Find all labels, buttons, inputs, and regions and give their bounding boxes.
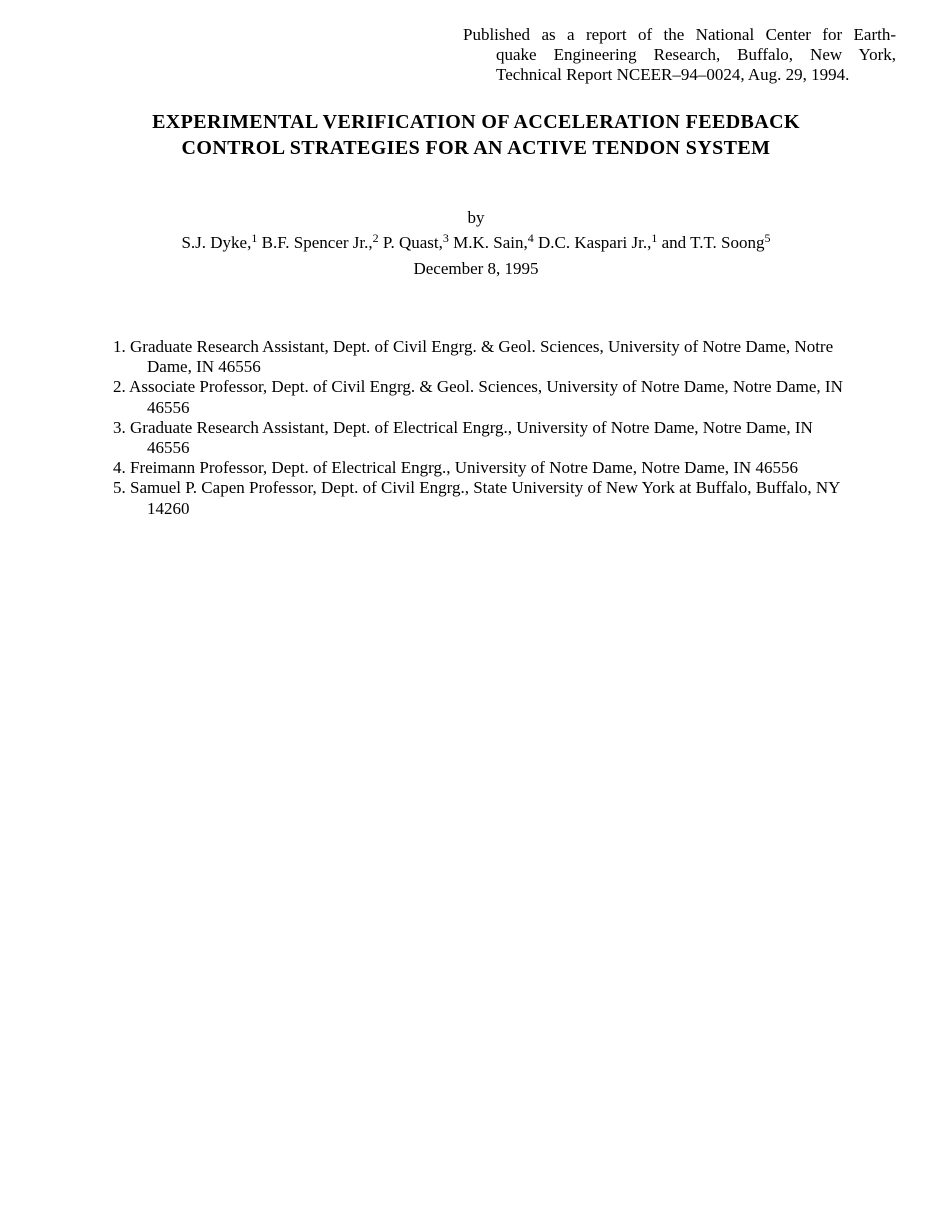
author-name: P. Quast, xyxy=(382,233,443,252)
publication-note xyxy=(463,25,896,85)
paper-date: December 8, 1995 xyxy=(413,259,539,278)
author-affiliation-marker: 1 xyxy=(251,231,258,245)
publication-note-line: quake Engineering Research, Buffalo, New York, xyxy=(496,45,896,64)
author-name: and T.T. Soong xyxy=(661,233,765,252)
author-list xyxy=(0,233,952,253)
author-affiliation-marker: 4 xyxy=(527,231,534,245)
publication-note-line: Technical Report NCEER–94–0024, Aug. 29, 1994. xyxy=(496,65,850,84)
affiliation-item: 3. Graduate Research Assistant, Dept. of Electrical Engrg., University of Notre Dame, Notre Dame, IN 46556 xyxy=(113,417,813,458)
affiliation-item: 5. Samuel P. Capen Professor, Dept. of Civil Engrg., State University of New York at Buffalo, Buffalo, NY 14260 xyxy=(113,478,840,518)
author-name: M.K. Sain, xyxy=(453,233,528,252)
author-affiliation-marker: 1 xyxy=(651,231,658,245)
author-affiliation-marker: 5 xyxy=(764,231,771,245)
paper-title-line: CONTROL STRATEGIES FOR AN ACTIVE TENDON SYSTEM xyxy=(181,137,771,159)
author-name: B.F. Spencer Jr., xyxy=(261,233,373,252)
affiliation-list xyxy=(113,337,843,519)
affiliation-item: 4. Freimann Professor, Dept. of Electrical Engrg., University of Notre Dame, Notre Dame, IN 46556 xyxy=(113,458,798,478)
affiliation-item: 1. Graduate Research Assistant, Dept. of Civil Engrg. & Geol. Sciences, University of Notre Dame, Notre Dame, IN 46556 xyxy=(113,337,834,377)
paper-title-line: EXPERIMENTAL VERIFICATION OF ACCELERATION FEEDBACK xyxy=(152,111,800,133)
paper-title xyxy=(0,109,952,161)
author-name: S.J. Dyke, xyxy=(181,233,252,252)
publication-note-line: Published as a report of the National Center for Earth- xyxy=(463,25,896,44)
affiliation-item: 2. Associate Professor, Dept. of Civil Engrg. & Geol. Sciences, University of Notre Dame, Notre Dame, IN 46556 xyxy=(113,377,843,417)
byline-label: by xyxy=(467,208,485,227)
author-name: D.C. Kaspari Jr., xyxy=(538,233,652,252)
author-affiliation-marker: 2 xyxy=(372,231,379,245)
author-affiliation-marker: 3 xyxy=(442,231,449,245)
